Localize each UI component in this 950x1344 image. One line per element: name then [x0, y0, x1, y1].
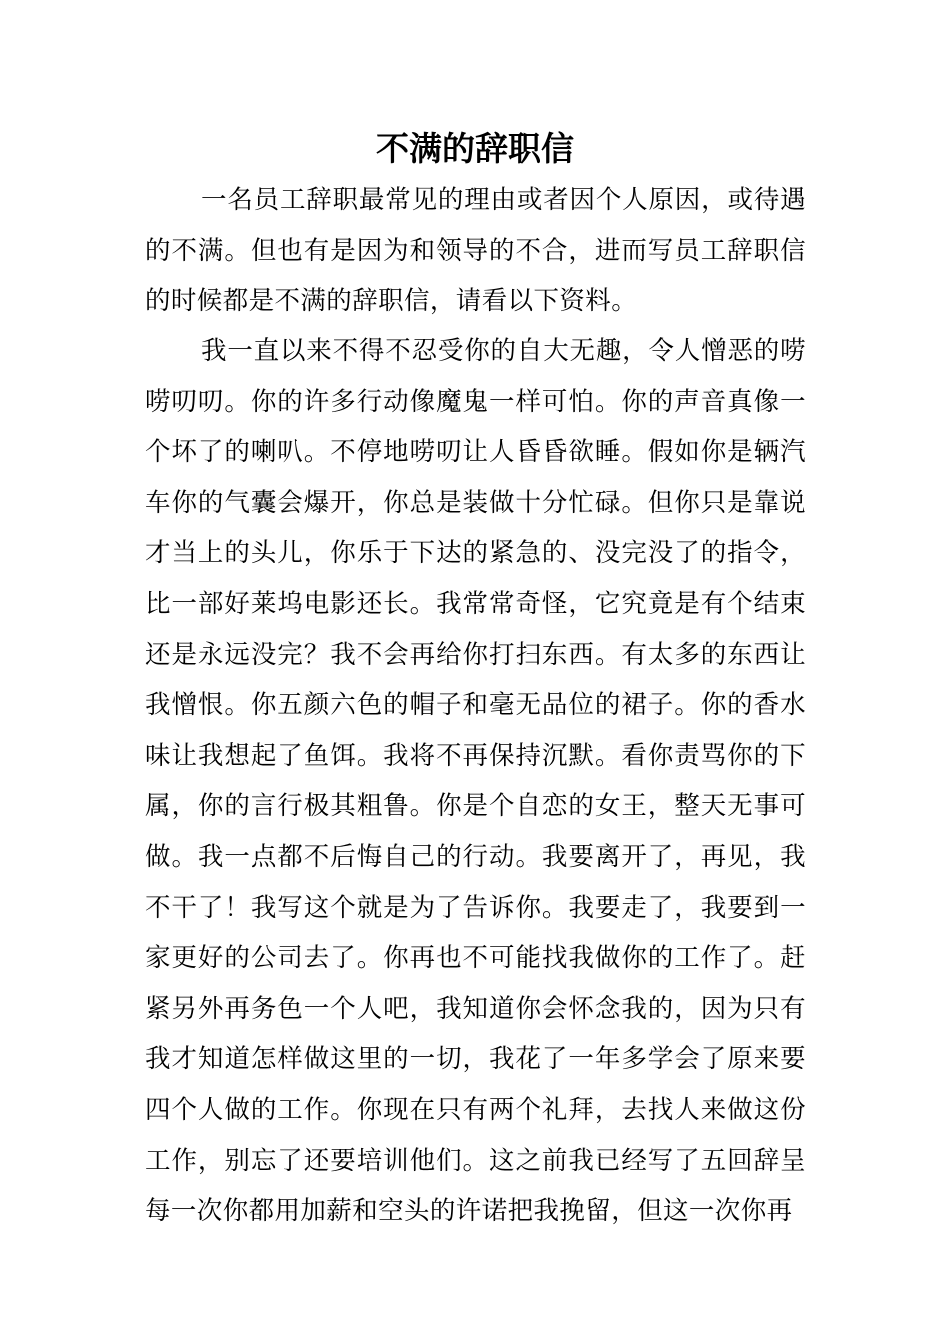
paragraph-intro: [145, 175, 806, 327]
paragraph-letter: [145, 326, 806, 1237]
paragraph-text: 一名员工辞职最常见的理由或者因个人原因，或待遇的不满。但也有是因为和领导的不合，进而写员工辞职信的时候都是不满的辞职信，请看以下资料。: [145, 185, 806, 317]
paragraph-text: 我一直以来不得不忍受你的自大无趣，令人憎恶的唠唠叨叨。你的许多行动像魔鬼一样可怕。你的声音真像一个坏了的喇叭。不停地唠叨让人昏昏欲睡。假如你是辆汽车你的气囊会爆开，你总是装做十分忙碌。但你只是靠说才当上的头儿，你乐于下达的紧急的、没完没了的指令，比一部好莱坞电影还长。我常常奇怪，它究竟是有个结束还是永远没完？我不会再给你打扫东西。有太多的东西让我憎恨。你五颜六色的帽子和毫无品位的裙子。你的香水味让我想起了鱼饵。我将不再保持沉默。看你责骂你的下属，你的言行极其粗鲁。你是个自恋的女王，整天无事可做。我一点都不后悔自己的行动。我要离开了，再见，我不干了！我写这个就是为了告诉你。我要走了，我要到一家更好的公司去了。你再也不可能找我做你的工作了。赶紧另外再务色一个人吧，我知道你会怀念我的，因为只有我才知道怎样做这里的一切，我花了一年多学会了原来要四个人做的工作。你现在只有两个礼拜，去找人来做这份工作，别忘了还要培训他们。这之前我已经写了五回辞呈每一次你都用加薪和空头的许诺把我挽留，但这一次你再: [145, 336, 806, 1227]
document-title: 不满的辞职信: [376, 129, 574, 168]
